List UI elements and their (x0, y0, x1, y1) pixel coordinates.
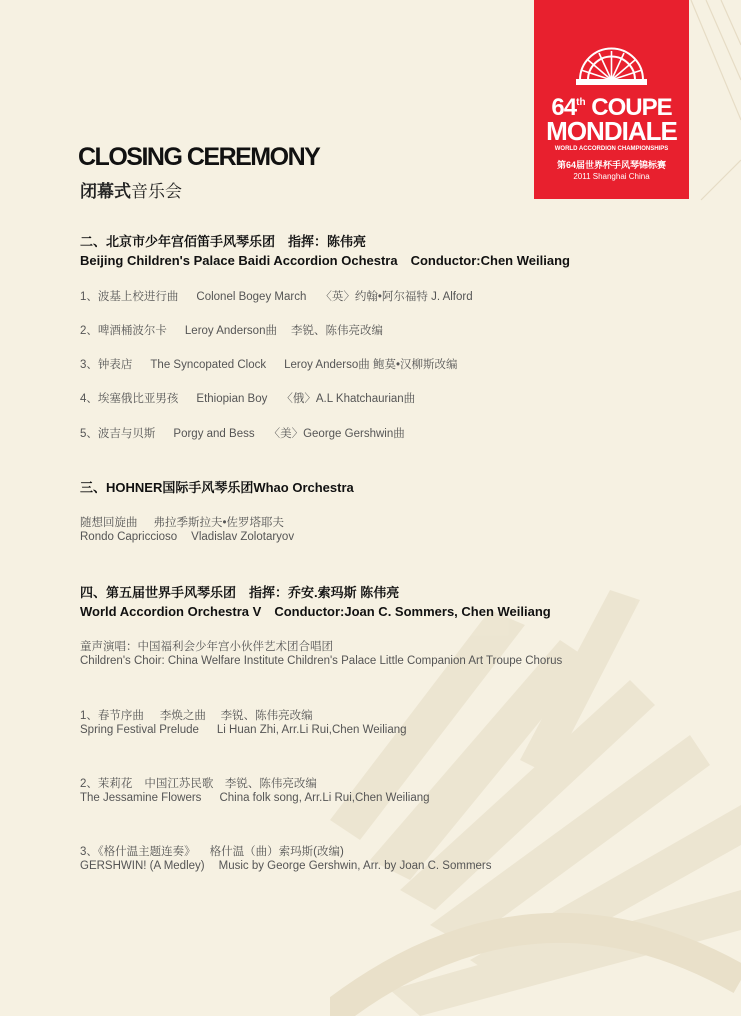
section3-heading: 三、HOHNER国际手风琴乐团Whao Orchestra (80, 480, 354, 495)
section3-line-cn: 随想回旋曲 弗拉季斯拉夫•佐罗塔耶夫 (80, 517, 285, 529)
logo-edition: 64th COUPE (551, 94, 672, 121)
program-item: 5、波吉与贝斯 Porgy and Bess 〈美〉George Gershwin曲 (80, 428, 405, 440)
choir-cn: 童声演唱：中国福利会少年宫小伙伴艺术团合唱团 (80, 641, 333, 653)
logo-chinese-name: 第64届世界杯手风琴锦标赛 (556, 160, 666, 170)
program-item-en: Spring Festival Prelude Li Huan Zhi, Arr.Li Rui,Chen Weiliang (80, 724, 407, 736)
section2-heading-en: Beijing Children's Palace Baidi Accordion Ochestra Conductor:Chen Weiliang (80, 253, 570, 268)
logo-year-place: 2011 Shanghai China (573, 172, 650, 181)
section2-heading-cn: 二、北京市少年宫佰笛手风琴乐团 指挥：陈伟亮 (80, 234, 367, 249)
program-item: 3、钟表店 The Syncopated Clock Leroy Anderso曲 鲍莫•汉柳斯改编 (80, 359, 458, 371)
program-item: 4、埃塞俄比亚男孩 Ethiopian Boy 〈俄〉A.L Khatchaurian曲 (80, 393, 416, 405)
accordion-fan-icon (574, 46, 649, 86)
fan-watermark (330, 560, 741, 1016)
program-item: 2、啤酒桶波尔卡 Leroy Anderson曲 李锐、陈伟亮改编 (80, 325, 383, 337)
program-item-en: GERSHWIN! (A Medley) Music by George Gershwin, Arr. by Joan C. Sommers (80, 860, 492, 872)
choir-en: Children's Choir: China Welfare Institute Children's Palace Little Companion Art Troupe Chorus (80, 655, 563, 667)
page-subtitle: 闭幕式音乐会 (80, 182, 182, 201)
section4-heading-cn: 四、第五届世界手风琴乐团 指挥：乔安.索玛斯 陈伟亮 (80, 585, 400, 600)
program-item-cn: 2、茉莉花 中国江苏民歌 李锐、陈伟亮改编 (80, 778, 317, 790)
program-item-en: The Jessamine Flowers China folk song, Arr.Li Rui,Chen Weiliang (80, 792, 430, 804)
section3-line-en: Rondo Capriccioso Vladislav Zolotaryov (80, 531, 295, 543)
section4-heading-en: World Accordion Orchestra V Conductor:Joan C. Sommers, Chen Weiliang (80, 604, 551, 619)
logo-mondiale: MONDIALE (546, 116, 677, 146)
logo-tagline: WORLD ACCORDION CHAMPIONSHIPS (554, 146, 669, 152)
program-item-cn: 1、春节序曲 李焕之曲 李锐、陈伟亮改编 (80, 710, 313, 722)
page-title: CLOSING CEREMONY (78, 143, 320, 171)
program-item-cn: 3、《格什温主题连奏》 格什温（曲）索玛斯(改编) (80, 846, 344, 858)
program-item: 1、波基上校进行曲 Colonel Bogey March 〈英〉约翰•阿尔福特 J. Alford (80, 291, 473, 303)
championship-logo (534, 0, 689, 199)
